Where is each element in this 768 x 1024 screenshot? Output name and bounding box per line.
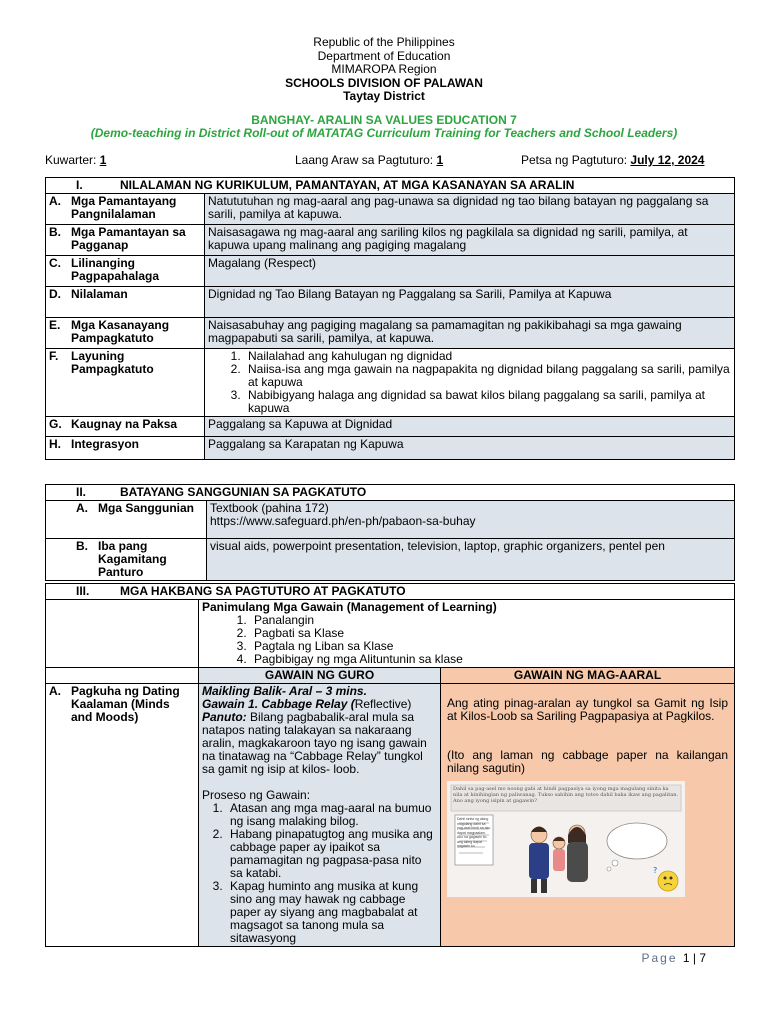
layunin-item: 3. Nabibigyang halaga ang dignidad sa bawat kilos bilang paggalang sa sarili, pamilya at kapuwa [244, 389, 731, 415]
section1-row-g [46, 417, 735, 437]
row-f-label: F. Layuning Pampagkatuto [46, 349, 205, 417]
image-bubble-text: Dahil sinita ng aking magulang dahil sa pag-asel hindi na ako dapat magpaalam. Ako na gagawin ito ang aking dapat gagawin ko. [457, 817, 491, 848]
row-a-value: Natututuhan ng mag-aaral ang pag-unawa sa dignidad ng tao bilang batayan ng paggalang sa sarili, pamilya at kapuwa. [205, 194, 735, 225]
header-region: MIMAROPA Region [331, 62, 437, 76]
col-gawain-magaaral: GAWAIN NG MAG-AARAL [441, 668, 735, 684]
section2-row-a [46, 501, 735, 539]
section1-heading [46, 178, 735, 194]
row-f-value [205, 349, 735, 417]
section1-row-f [46, 349, 735, 417]
proseso-step: 1. Atasan ang mga mag-aaral na bumuo ng isang malaking bilog. [226, 802, 437, 828]
section3-heading [46, 584, 735, 600]
section3-title: MGA HAKBANG SA PAGTUTURO AT PAGKATUTO [120, 584, 406, 598]
row-g-label: G. Kaugnay na Paksa [46, 417, 205, 437]
kagamitan-value: visual aids, powerpoint presentation, television, laptop, graphic organizers, pentel pen [207, 539, 735, 581]
proseso-label: Proseso ng Gawain: [202, 788, 311, 802]
page-number: 1 [682, 951, 690, 965]
image-scenario-text: Dahil sa pag-asel mo noong gabi at hindi pagpasiya sa iyong mga magulang sinita ka nila at kinihingian ng paliwanag. Tukso sabihin ang totoo dahil baka ikaw ang pagalitan. Ano ang iyong isipin at gagawin? [453, 786, 679, 804]
row-b-value: Naisasagawa ng mag-aaral ang sariling kilos ng pagkilala sa dignidad ng sarili, pamilya, at kapuwa upang malinang ang pagiging magalang [205, 225, 735, 256]
section1-title: NILALAMAN NG KURIKULUM, PAMANTAYAN, AT MGA KASANAYAN SA ARALIN [120, 178, 575, 192]
magaaral-paragraph-2: (Ito ang laman ng cabbage paper na kailangan nilang sagutin) [447, 748, 728, 775]
section1-table [45, 177, 735, 460]
gawain-magaaral-cell [441, 684, 735, 947]
row-e-value: Naisasabuhay ang pagiging magalang sa pamamagitan ng pakikibahagi sa mga gawaing magpapabuti sa sarili, pamilya, at kapuwa. [205, 318, 735, 349]
panimula-cell [199, 600, 735, 668]
araw-value: 1 [436, 153, 444, 167]
section1-number: I. [76, 178, 83, 192]
section2-number: II. [76, 485, 87, 499]
pagkuha-row [46, 684, 735, 947]
layunin-item: 2. Naiisa-isa ang mga gawain na nagpapakita ng dignidad bilang paggalang sa sarili, pamilya at kapuwa [244, 363, 731, 389]
row-g-value: Paggalang sa Kapuwa at Dignidad [205, 417, 735, 437]
proseso-step: 2. Habang pinapatugtog ang musika ang cabbage paper ay ipaikot sa pamamagitan ng pagpasa-pasa nito sa katabi. [226, 828, 437, 880]
page-label: Page [641, 951, 683, 965]
header-division: SCHOOLS DIVISION OF PALAWAN [285, 75, 483, 90]
section2-table [45, 484, 735, 581]
kuwarter-field [45, 153, 106, 167]
section2-row-b [46, 539, 735, 581]
section3-table [45, 583, 735, 947]
page-separator: | [689, 951, 700, 965]
magaaral-paragraph-1: Ang ating pinag-aralan ay tungkol sa Gamit ng Isip at Kilos-Loob sa Sariling Pagpapasiya at Pagkilos. [447, 696, 728, 723]
header-block [0, 36, 768, 104]
panimula-item: 1. Panalangin [250, 614, 731, 627]
proseso-step: 3. Kapag huminto ang musika at kung sino ang may hawak ng cabbage paper ay siyang ang magbabalat at magsagot sa tanong mula sa sitawasyong [226, 880, 437, 945]
panimula-title: Panimulang Mga Gawain (Management of Learning) [202, 600, 497, 614]
proseso-list [202, 802, 437, 945]
gawain1-line: Gawain 1. Cabbage Relay (Reflective) [202, 697, 412, 711]
row-d-label: D. Nilalaman [46, 287, 205, 318]
section3-number: III. [76, 584, 90, 598]
document-subtitle: (Demo-teaching in District Roll-out of MATATAG Curriculum Training for Teachers and School Leaders) [90, 126, 678, 140]
panimula-item: 3. Pagtala ng Liban sa Klase [250, 640, 731, 653]
panimula-row [46, 600, 735, 668]
section1-row-e [46, 318, 735, 349]
row-h-label: H. Integrasyon [46, 437, 205, 460]
araw-field [295, 153, 443, 167]
header-deped: Department of Education [317, 48, 451, 63]
section1-row-b [46, 225, 735, 256]
panuto-paragraph: Panuto: Bilang pagbabalik-aral mula sa natapos nating talakayan sa nakaraang aralin, magkakaroon tayo ng isang gawain na tinatawag na “Cabbage Relay” tungkol sa gamit ng isip at kilos- loob. [202, 710, 427, 776]
section1-row-c [46, 256, 735, 287]
layunin-list [208, 350, 731, 415]
petsa-value: July 12, 2024 [630, 153, 705, 167]
row-h-value: Paggalang sa Karapatan ng Kapuwa [205, 437, 735, 460]
row-a-label: A. Mga Pamantayang Pangnilalaman [46, 194, 205, 225]
header-district: Taytay District [343, 89, 425, 103]
row-d-value: Dignidad ng Tao Bilang Batayan ng Paggalang sa Sarili, Pamilya at Kapuwa [205, 287, 735, 318]
balik-aral-line: Maikling Balik- Aral – 3 mins. [202, 684, 367, 698]
kagamitan-label: B. Iba pang Kagamitang Panturo [46, 539, 207, 581]
gawain-guro-cell [199, 684, 441, 947]
section2-heading [46, 485, 735, 501]
sanggunian-link[interactable]: https://www.safeguard.ph/en-ph/pabaon-sa-buhay [210, 514, 476, 528]
gawain-header-row [46, 668, 735, 684]
panimula-empty-cell [46, 600, 199, 668]
svg-text:?: ? [653, 866, 658, 875]
kuwarter-label: Kuwarter: [45, 153, 100, 167]
row-c-label: C. Lilinanging Pagpapahalaga [46, 256, 205, 287]
section1-row-d [46, 287, 735, 318]
cabbage-paper-image [447, 781, 685, 897]
section1-row-h [46, 437, 735, 460]
sanggunian-label: A. Mga Sanggunian [46, 501, 207, 539]
col-gawain-guro: GAWAIN NG GURO [199, 668, 441, 684]
section1-row-a [46, 194, 735, 225]
row-e-label: E. Mga Kasanayang Pampagkatuto [46, 318, 205, 349]
layunin-item: 1. Nailalahad ang kahulugan ng dignidad [244, 350, 731, 363]
sanggunian-value [207, 501, 735, 539]
petsa-label: Petsa ng Pagtuturo: [521, 153, 631, 167]
header-republic: Republic of the Philippines [313, 35, 455, 49]
pagkuha-label: A. Pagkuha ng Dating Kaalaman (Minds and Moods) [46, 684, 199, 947]
page-footer [641, 951, 706, 965]
gawain-header-empty [46, 668, 199, 684]
kuwarter-value: 1 [99, 153, 107, 167]
sanggunian-textbook: Textbook (pahina 172) [210, 501, 329, 515]
panimula-list [202, 614, 731, 666]
document-title: BANGHAY- ARALIN SA VALUES EDUCATION 7 [251, 113, 517, 127]
panimula-item: 4. Pagbibigay ng mga Alituntunin sa klase [250, 653, 731, 666]
section2-title: BATAYANG SANGGUNIAN SA PAGKATUTO [120, 485, 367, 499]
row-b-label: B. Mga Pamantayan sa Pagganap [46, 225, 205, 256]
petsa-field [521, 153, 704, 167]
page-total: 7 [699, 951, 706, 965]
panimula-item: 2. Pagbati sa Klase [250, 627, 731, 640]
row-c-value: Magalang (Respect) [205, 256, 735, 287]
araw-label: Laang Araw sa Pagtuturo: [295, 153, 437, 167]
